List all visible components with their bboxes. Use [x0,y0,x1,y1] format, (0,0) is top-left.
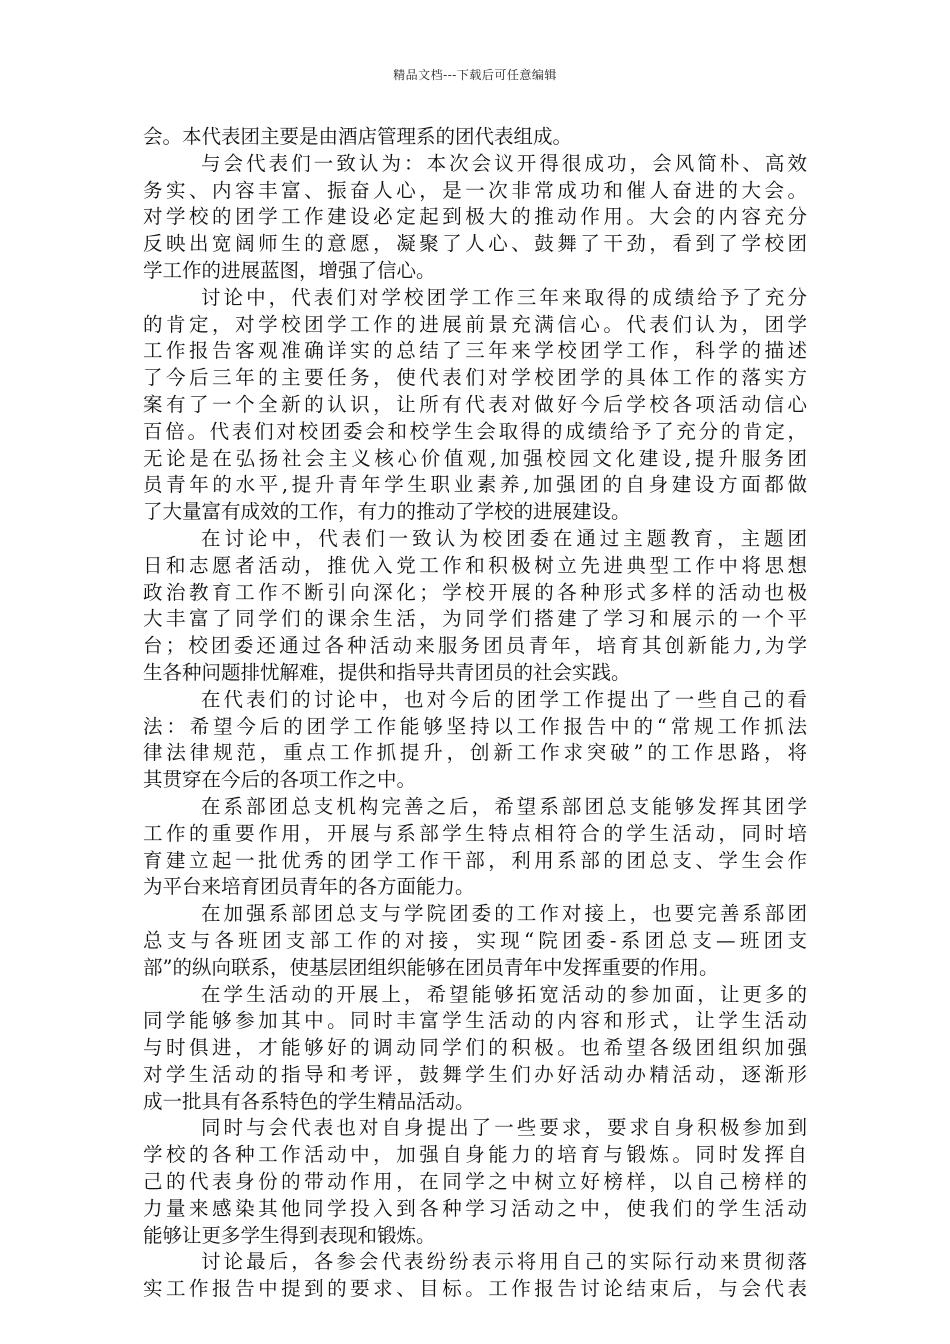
text-line: 的肯定，对学校团学工作的进展前景充满信心。代表们认为，团学 [143,312,807,336]
text-line: 同时与会代表也对自身提出了一些要求，要求自身积极参加到 [201,1116,807,1140]
text-line: 法：希望今后的团学工作能够坚持以工作报告中的“常规工作抓法 [143,714,807,738]
text-line: 在系部团总支机构完善之后，希望系部团总支能够发挥其团学 [201,794,807,818]
text-line: 对学生活动的指导和考评，鼓舞学生们办好活动办精活动，逐渐形 [143,1062,807,1086]
text-line: 成一批具有各系特色的学生精品活动。 [143,1089,475,1113]
text-line: 反映出宽阔师生的意愿，凝聚了人心、鼓舞了干劲，看到了学校团 [143,232,807,256]
text-line: 为平台来培育团员青年的各方面能力。 [143,875,475,899]
text-line: 日和志愿者活动，推优入党工作和积极树立先进典型工作中将思想 [143,553,807,577]
text-line: 无论是在弘扬社会主义核心价值观,加强校园文化建设,提升服务团 [143,446,807,470]
text-line: 生各种问题排忧解难，提供和指导共青团员的社会实践。 [143,660,631,684]
text-line: 讨论最后，各参会代表纷纷表示将用自己的实际行动来贯彻落 [201,1250,807,1274]
text-line: 能够让更多学生得到表现和锻炼。 [143,1223,436,1247]
page-header-note: 精品文档---下载后可任意编辑 [393,68,557,82]
text-line: 己的代表身份的带动作用，在同学之中树立好榜样，以自己榜样的 [143,1170,807,1194]
text-line: 力量来感染其他同学投入到各种学习活动之中，使我们的学生活动 [143,1196,807,1220]
text-line: 工作的重要作用，开展与系部学生特点相符合的学生活动，同时培 [143,821,807,845]
text-line: 在学生活动的开展上，希望能够拓宽活动的参加面，让更多的 [201,982,807,1006]
text-line: 总支与各班团支部工作的对接，实现“院团委-系团总支—班团支 [143,928,807,952]
text-line: 员青年的水平,提升青年学生职业素养,加强团的自身建设方面都做 [143,473,807,497]
text-line: 大丰富了同学们的课余生活，为同学们搭建了学习和展示的一个平 [143,607,807,631]
text-line: 与会代表们一致认为：本次会议开得很成功，会风简朴、高效 [201,151,807,175]
text-line: 案有了一个全新的认识，让所有代表对做好今后学校各项活动信心 [143,392,807,416]
text-line: 了今后三年的主要任务，使代表们对学校团学的具体工作的落实方 [143,366,807,390]
text-line: 台；校团委还通过各种活动来服务团员青年，培育其创新能力,为学 [143,634,807,658]
text-line: 与时俱进，才能够好的调动同学们的积极。也希望各级团组织加强 [143,1036,807,1060]
text-line: 育建立起一批优秀的团学工作干部，利用系部的团总支、学生会作 [143,848,807,872]
text-line: 政治教育工作不断引向深化；学校开展的各种形式多样的活动也极 [143,580,807,604]
text-line: 讨论中，代表们对学校团学工作三年来取得的成绩给予了充分 [201,285,807,309]
text-line: 工作报告客观准确详实的总结了三年来学校团学工作，科学的描述 [143,339,807,363]
text-line: 百倍。代表们对校团委会和校学生会取得的成绩给予了充分的肯定， [143,419,807,443]
text-line: 学工作的进展蓝图，增强了信心。 [143,258,436,282]
text-line: 在讨论中，代表们一致认为校团委在通过主题教育，主题团 [201,526,807,550]
text-line: 律法律规范，重点工作抓提升，创新工作求突破”的工作思路，将 [143,741,807,765]
document-body [143,124,807,1303]
text-line: 学校的各种工作活动中，加强自身能力的培育与锻炼。同时发挥自 [143,1143,807,1167]
text-line: 对学校的团学工作建设必定起到极大的推动作用。大会的内容充分 [143,205,807,229]
text-line: 同学能够参加其中。同时丰富学生活动的内容和形式，让学生活动 [143,1009,807,1033]
text-line: 在代表们的讨论中，也对今后的团学工作提出了一些自己的看 [201,687,807,711]
text-line: 会。本代表团主要是由酒店管理系的团代表组成。 [143,125,573,148]
text-line: 实工作报告中提到的要求、目标。工作报告讨论结束后，与会代表 [143,1277,807,1301]
text-line: 其贯穿在今后的各项工作之中。 [143,768,417,792]
text-line: 在加强系部团总支与学院团委的工作对接上，也要完善系部团 [201,902,807,926]
text-line: 部”的纵向联系，使基层团组织能够在团员青年中发挥重要的作用。 [143,955,719,979]
text-line: 务实、内容丰富、振奋人心，是一次非常成功和催人奋进的大会。 [143,178,807,202]
text-line: 了大量富有成效的工作，有力的推动了学校的进展建设。 [143,500,631,524]
